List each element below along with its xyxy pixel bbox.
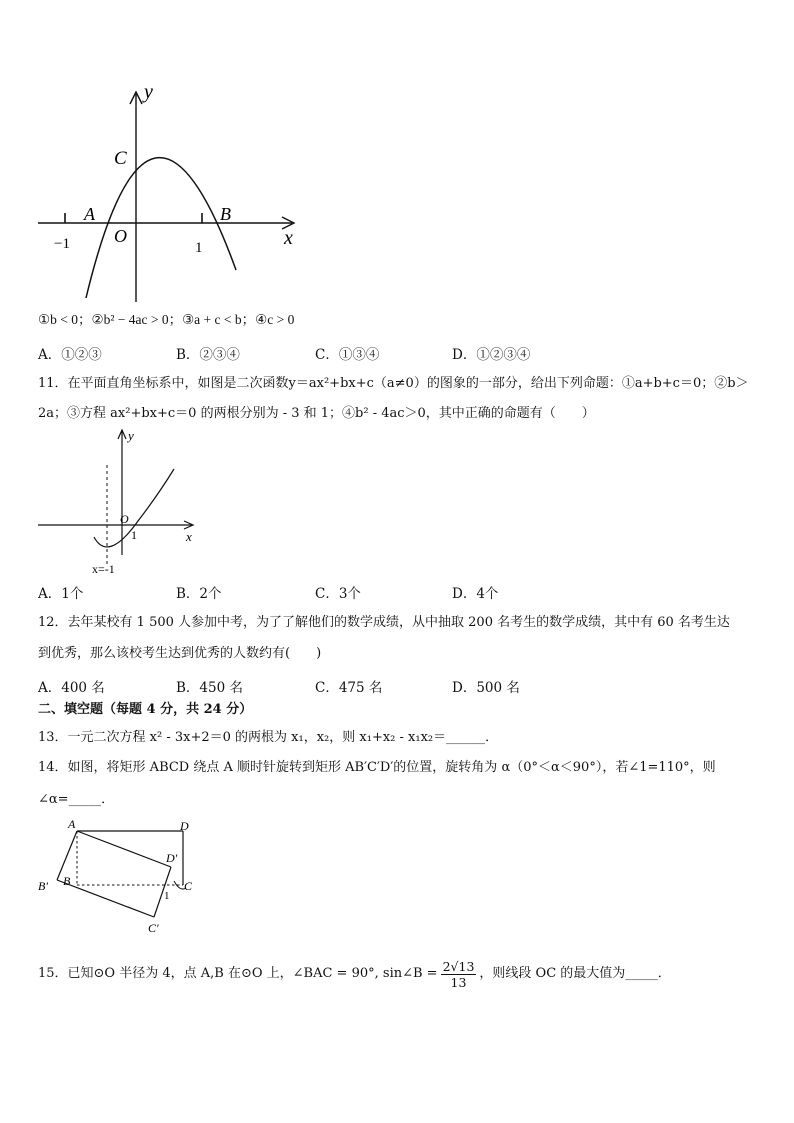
q15-suffix: ，则线段 OC 的最大值为_____． [479,966,671,981]
label-angle-1: 1 [164,890,170,902]
q14-line2: ∠α=_____． [38,792,115,807]
q10-parabola-figure [30,80,310,310]
q12-option-c[interactable]: C．475 名 [315,680,383,696]
label-x: x [284,227,293,249]
symmetry-axis-label: x=-1 [92,562,115,576]
segment-C-prime-B-prime [57,880,154,917]
label-D: D [180,819,189,833]
segment-AD-prime [77,831,171,867]
q12-option-d[interactable]: D．500 名 [452,680,520,696]
label-A: A [68,817,76,831]
q14-line1: 14．如图，将矩形 ABCD 绕点 A 顺时针旋转到矩形 AB′C′D′的位置，旋转角为 α（0°＜α＜90°），若∠1=110°，则 [38,760,716,775]
q12-line2: 到优秀，那么该校考生达到优秀的人数约有( ) [38,646,322,661]
label-B: B [63,874,71,888]
tick-label-1: 1 [131,528,137,542]
label-C: C [114,148,127,169]
label-B-prime: B′ [38,879,48,893]
q11-option-b[interactable]: B．2个 [176,586,222,602]
q15-fraction-denominator: 13 [450,974,467,990]
tick-label-neg1: −1 [54,236,70,252]
q10-option-d[interactable]: D．①②③④ [452,347,531,363]
q10-option-a[interactable]: A．①②③ [38,347,102,363]
q11-option-d[interactable]: D．4个 [452,586,499,602]
q10-option-c[interactable]: C．①③④ [315,347,380,363]
tick-label-1: 1 [195,240,203,256]
q15-fraction-numerator: 2√13 [442,958,475,974]
q12-line1: 12．去年某校有 1 500 人参加中考，为了了解他们的数学成绩，从中抽取 200 名考生的数学成绩，其中有 60 名考生达 [38,615,730,630]
q11-line2: 2a；③方程 ax²+bx+c＝0 的两根分别为 - 3 和 1；④b² - 4ac＞0，其中正确的命题有（ ） [38,406,595,421]
label-A: A [84,204,95,224]
label-C-prime: C′ [148,921,159,935]
q15-fraction [441,959,477,990]
label-B: B [220,204,231,224]
q11-parabola-figure [34,425,214,577]
q10-option-b[interactable]: B．②③④ [176,347,240,363]
label-y: y [128,428,134,443]
q13-text: 13．一元二次方程 x² - 3x+2＝0 的两根为 x₁，x₂，则 x₁+x₂ - x₁x₂＝______． [38,730,499,745]
q15-prefix: 15．已知⊙O 半径为 4，点 A,B 在⊙O 上，∠BAC = 90°, sin∠B = [38,966,438,981]
q12-option-b[interactable]: B．450 名 [176,680,243,696]
label-O: O [114,226,127,246]
label-O: O [120,512,129,526]
label-y: y [144,81,153,103]
q15-text [38,954,671,994]
label-x: x [186,529,192,544]
parabola-curve [86,158,236,298]
segment-B-prime-A [57,831,77,880]
q11-option-c[interactable]: C．3个 [315,586,361,602]
q14-rectangle-figure [30,812,210,940]
q11-option-a[interactable]: A．1个 [38,586,84,602]
q12-option-a[interactable]: A．400 名 [38,680,105,696]
label-D-prime: D′ [166,851,178,865]
q11-line1: 11．在平面直角坐标系中，如图是二次函数y＝ax²+bx+c（a≠0）的图象的一部分，给出下列命题：①a+b+c＝0；②b＞ [38,376,749,391]
q10-statements: ①b < 0；②b² − 4ac > 0；③a + c < b；④c > 0 [38,312,295,327]
section-title-fill-in: 二、填空题（每题 4 分，共 24 分） [38,702,253,717]
label-C: C [184,879,193,893]
